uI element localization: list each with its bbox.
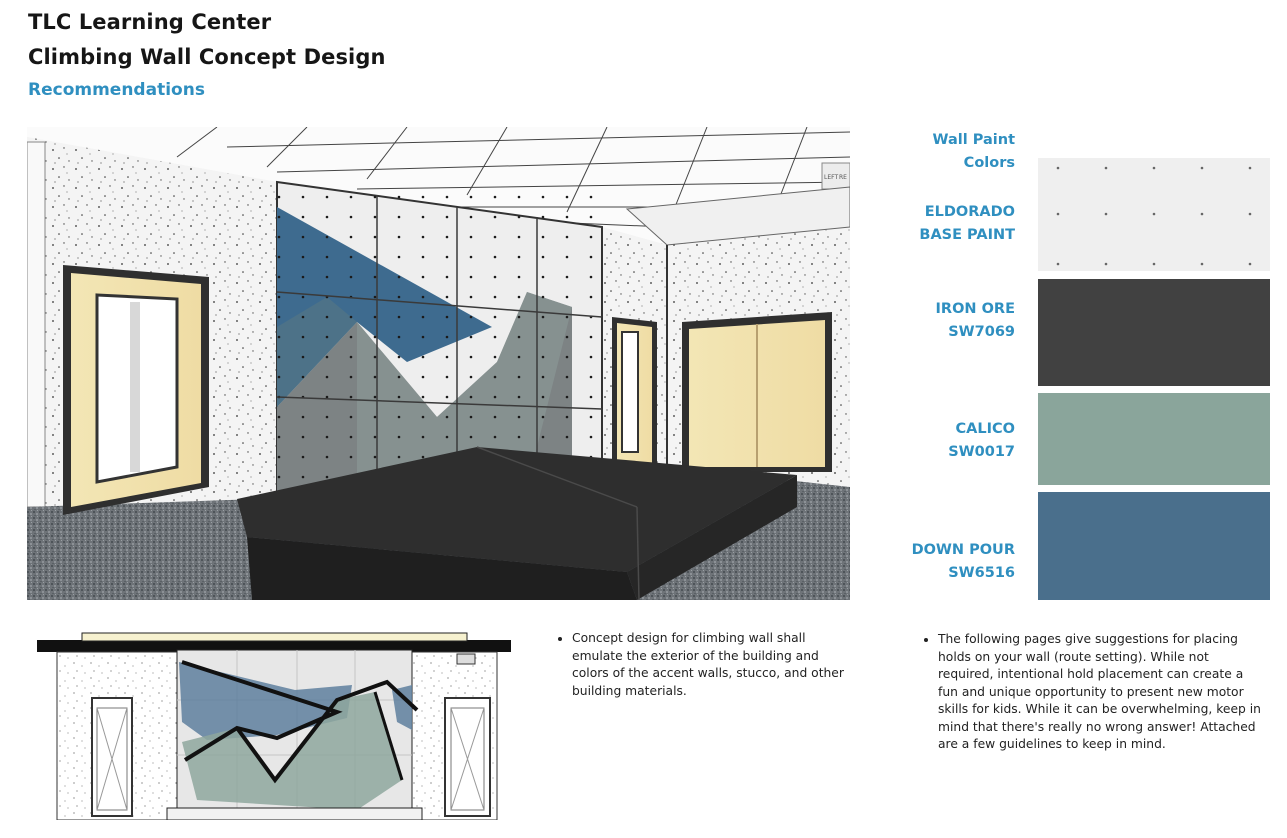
- paint-name: DOWN POUR: [911, 542, 1015, 558]
- paint-name: CALICO: [955, 421, 1015, 437]
- paint-heading-line-1: Wall Paint: [932, 132, 1015, 148]
- climbing-wall-elevation: [37, 630, 511, 820]
- swatch-iron-ore: [1038, 279, 1270, 386]
- paint-name: IRON ORE: [935, 301, 1015, 317]
- paint-code: SW6516: [948, 565, 1015, 581]
- exit-sign-right-text: RE: [839, 174, 847, 181]
- paint-code: SW0017: [948, 444, 1015, 460]
- holds-note-text: • The following pages give suggestions for placing holds on your wall (route setting). While not required, intentional hold placement can create a fun and unique opportunity to present new motor skills for kids. While it can be overwhelming, keep in mind that there's really no wrong answer! Attached are a few guidelines to keep in mind.: [938, 631, 1267, 754]
- title-line-2: Climbing Wall Concept Design: [28, 45, 386, 69]
- concept-note-text: • Concept design for climbing wall shall emulate the exterior of the building and colors of the accent walls, stucco, and other building materials.: [572, 630, 856, 700]
- paint-name: ELDORADO: [924, 204, 1015, 220]
- concept-note: [556, 630, 856, 700]
- paint-code: SW7069: [948, 324, 1015, 340]
- paint-code: BASE PAINT: [919, 227, 1015, 243]
- swatch-down-pour: [1038, 492, 1270, 600]
- paint-label-calico: [948, 418, 1015, 464]
- swatch-calico: [1038, 393, 1270, 485]
- holds-note: [922, 631, 1267, 754]
- paint-label-down-pour: [912, 539, 1015, 585]
- paint-heading: [933, 129, 1016, 175]
- swatch-eldorado-base: [1038, 158, 1270, 271]
- exit-sign-left-text: LEFT: [824, 174, 839, 181]
- title-line-1: TLC Learning Center: [28, 10, 272, 34]
- paint-label-eldorado: [919, 201, 1015, 247]
- subtitle: Recommendations: [28, 80, 205, 100]
- paint-heading-line-2: Colors: [963, 155, 1015, 171]
- climbing-wall-rendering: [27, 127, 850, 600]
- paint-label-iron-ore: [936, 298, 1015, 344]
